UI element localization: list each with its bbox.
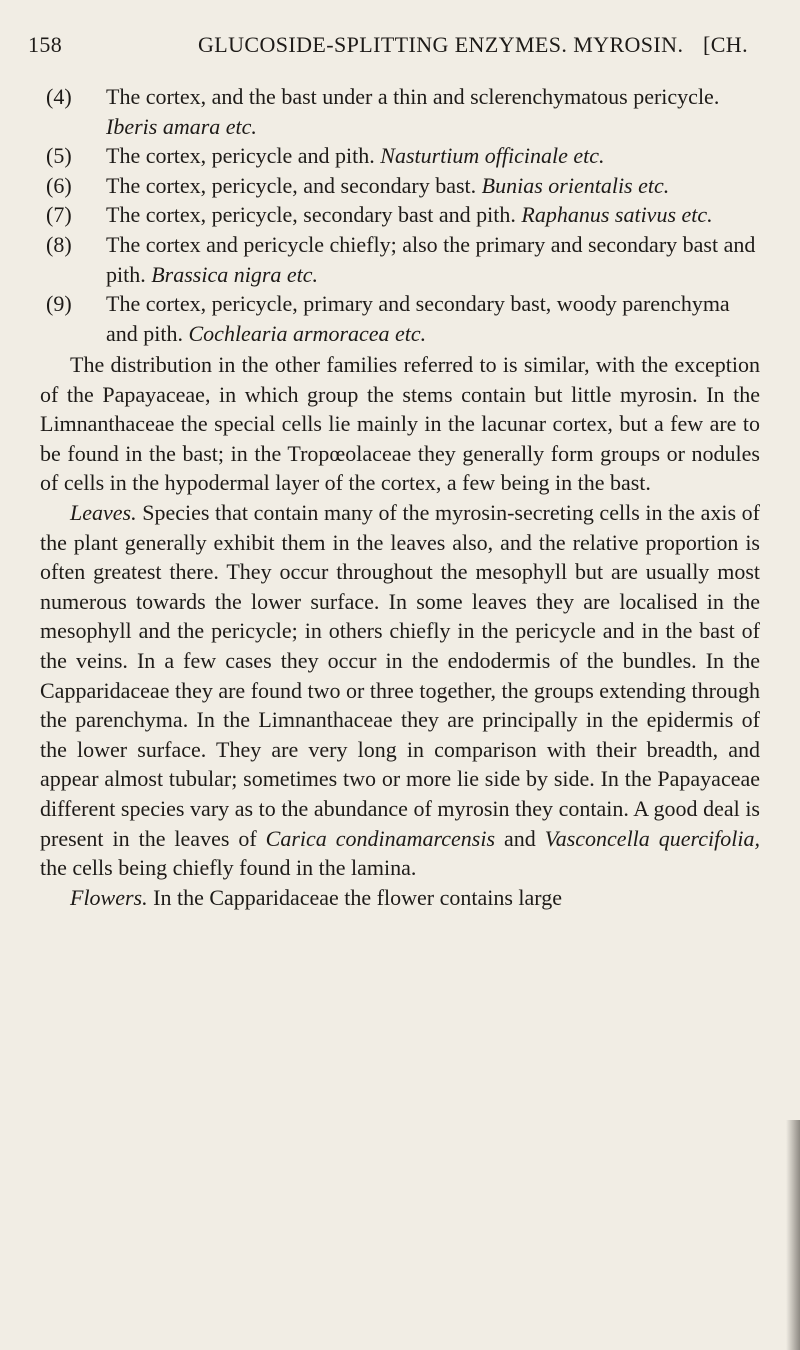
paragraph-flowers xyxy=(40,883,760,913)
numbered-list xyxy=(40,82,760,348)
species-name: Iberis amara etc. xyxy=(106,113,257,139)
species-name: Cochlearia armoracea etc. xyxy=(188,320,427,346)
paragraph-text: and xyxy=(495,825,545,851)
item-number: (6) xyxy=(46,172,72,198)
item-description: The cortex, and the bast under a thin and sclerenchymatous pericycle. xyxy=(106,84,720,109)
page-edge-shadow xyxy=(786,1120,800,1350)
species-name: Raphanus sativus etc. xyxy=(521,202,713,228)
item-text xyxy=(106,141,760,171)
species-name: Nasturtium officinale etc. xyxy=(380,143,605,169)
species-name: Brassica nigra etc. xyxy=(151,261,319,287)
section-heading-flowers: Flowers. xyxy=(70,884,148,910)
species-name: Bunias orientalis etc. xyxy=(481,172,670,198)
paragraph-text: Species that contain many of the myrosin-secreting cells in the axis of the plant generally exhibit them in the leaves also, and the relative proportion is often greatest there. They occur throughout the mesophyll but are usually most numerous towards the lower surface. In some leaves they are localised in the mesophyll and the pericycle; in others chiefly in the pericycle and in the bast of the veins. In a few cases they occur in the endodermis of the bundles. In the Capparidaceae they are found two or three together, the groups extending through the parenchyma. In the Limnanthaceae they are principally in the epidermis of the lower surface. They are very long in comparison with their breadth, and appear almost tubular; sometimes two or more lie side by side. In the Papayaceae different species vary as to the abundance of myrosin they contain. A good deal is present in the leaves of xyxy=(40,499,760,851)
item-text xyxy=(106,230,760,289)
item-description: The cortex, pericycle, secondary bast and pith. xyxy=(106,202,516,228)
paragraph-leaves xyxy=(40,498,760,883)
section-heading-leaves: Leaves. xyxy=(70,499,137,525)
list-item xyxy=(40,141,760,171)
paragraph-text: the cells being chiefly found in the lamina. xyxy=(40,855,417,881)
list-item xyxy=(40,289,760,348)
body-text xyxy=(40,350,760,912)
species-name: Carica condinamarcensis xyxy=(265,825,496,851)
item-text xyxy=(106,289,760,348)
item-number: (8) xyxy=(46,231,72,257)
item-text xyxy=(106,171,760,201)
item-description: The cortex and pericycle chiefly; also the primary and secondary bast and pith. xyxy=(106,231,756,287)
item-number: (4) xyxy=(46,84,72,109)
item-description: The cortex, pericycle, and secondary bast. xyxy=(106,172,477,198)
item-text xyxy=(106,82,760,141)
list-item xyxy=(40,171,760,201)
species-name: Vasconcella quercifolia, xyxy=(544,825,760,851)
item-text xyxy=(106,200,760,230)
chapter-mark: [CH. xyxy=(703,32,748,57)
item-description: The cortex, pericycle, primary and secondary bast, woody parenchyma and pith. xyxy=(106,291,730,346)
page-number: 158 xyxy=(28,32,63,57)
item-description: The cortex, pericycle and pith. xyxy=(106,143,375,169)
running-title: GLUCOSIDE-SPLITTING ENZYMES. MYROSIN. xyxy=(198,32,684,57)
list-item xyxy=(40,200,760,230)
paragraph-text: In the Capparidaceae the flower contains large xyxy=(147,884,562,910)
list-item xyxy=(40,82,760,141)
item-number: (5) xyxy=(46,143,72,169)
list-item xyxy=(40,230,760,289)
paragraph-distribution: The distribution in the other families referred to is similar, with the exception of the Papayaceae, in which group the stems contain but little myrosin. In the Limnanthaceae the special cells lie mainly in the lacunar cortex, but a few are to be found in the bast; in the Tropœolaceae they generally form groups or nodules of cells in the hypodermal layer of the cortex, a few being in the bast. xyxy=(40,352,760,496)
item-number: (9) xyxy=(46,291,72,317)
item-number: (7) xyxy=(46,202,72,228)
